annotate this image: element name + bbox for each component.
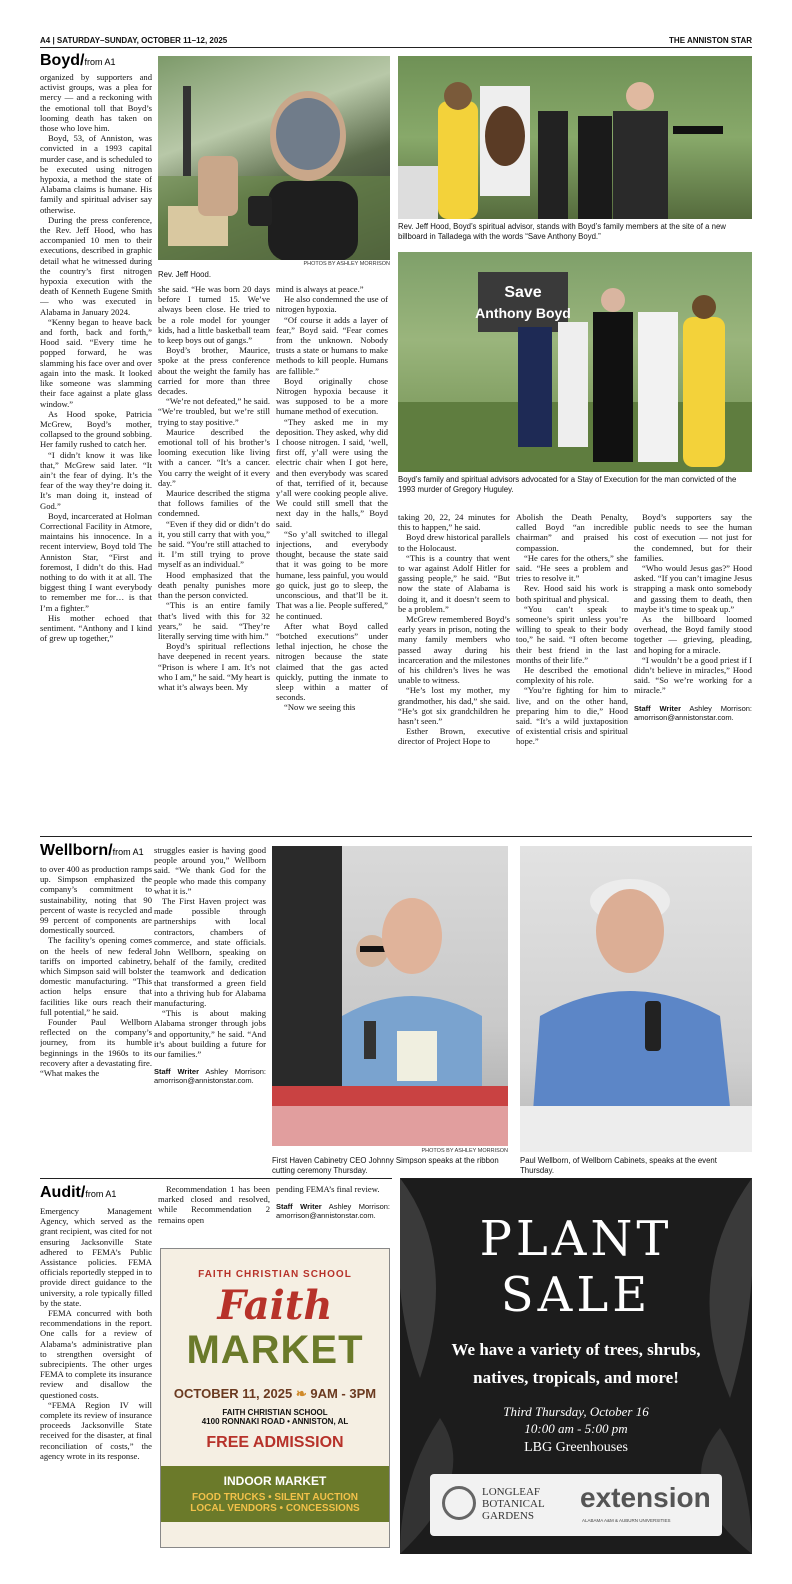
boyd-column-1 xyxy=(40,72,152,832)
ad-plant-date: Third Thursday, October 16 xyxy=(503,1404,649,1419)
paragraph: Esther Brown, executive director of Project Hope to xyxy=(398,726,510,747)
paragraph: He described the emotional complexity of his role. xyxy=(516,665,628,686)
issue-date: SATURDAY–SUNDAY, OCTOBER 11–12, 2025 xyxy=(56,36,228,45)
wellborn-photo-credit: PHOTOS BY ASHLEY MORRISON xyxy=(421,1148,508,1154)
paragraph: “You can’t speak to someone’s spirit unless you’re willing to speak to their body too,” he said. “I often become their best friend in the last months of their life.” xyxy=(516,603,628,665)
folio-left: A4 | SATURDAY–SUNDAY, OCTOBER 11–12, 2025 xyxy=(40,36,228,45)
paragraph: “FEMA Region IV will complete its review of insurance proceeds Jacksonville State received for the disaster, at final reconciliation of costs,” the agency wrote in its response. xyxy=(40,1399,152,1461)
audit-headline-text: Audit/ xyxy=(40,1184,86,1201)
caption-paul-wellborn: Paul Wellborn, of Wellborn Cabinets, speaks at the event Thursday. xyxy=(520,1156,717,1175)
paragraph: she said. “He was born 20 days before I turned 15. We’ve always been close. He tried to be a role model for younger kids, had a little basketball team to keep boys out of gangs.” xyxy=(158,284,270,346)
boyd-photo-credit: PHOTOS BY ASHLEY MORRISON xyxy=(303,261,390,267)
boyd-column-5 xyxy=(516,512,628,832)
ad-plant-sale[interactable] xyxy=(400,1178,752,1554)
ad-market-date: OCTOBER 11, 2025 xyxy=(173,1386,293,1401)
photo-family-billboard-site xyxy=(398,56,752,219)
boyd-column-2 xyxy=(158,284,270,834)
ad-plant-tagline-2: natives, tropicals, and more! xyxy=(473,1368,679,1387)
paragraph: “Kenny began to heave back and forth, back and forth,” Hood said. “Every time he popped forward, he was slamming his face over and over again into the mask. It looked like someone was slamming their face against a plate glass window.” xyxy=(40,316,152,409)
ad-plant-location: LBG Greenhouses xyxy=(524,1440,628,1455)
logo-botanical: BOTANICAL xyxy=(482,1498,545,1510)
paragraph: Maurice described the emotional toll of his brother’s looming execution like living with a cancer. “It’s a cancer. You carry the weight of it every day.” xyxy=(158,426,270,488)
paragraph: organized by supporters and activist groups, was a plea for mercy — and a reckoning with the emotional toll that Boyd’s looming death has taken on those who love him. xyxy=(40,72,152,134)
page-number: A4 xyxy=(40,36,51,45)
paragraph: struggles easier is having good people around you,” Wellborn said. “We thank God for the people who made this company what it is.” xyxy=(154,845,266,896)
ad-market-line2: LOCAL VENDORS • CONCESSIONS xyxy=(190,1503,360,1514)
ad-market-venue: FAITH CHRISTIAN SCHOOL xyxy=(222,1408,328,1417)
ad-market-line1: FOOD TRUCKS • SILENT AUCTION xyxy=(192,1492,358,1503)
paragraph: His mother echoed that sentiment. “Anthony and I kind of grew up together,” xyxy=(40,612,152,644)
paragraph: Emergency Management Agency, which served as the grant recipient, was cited for not ensuring Jacksonville State adhered to FEMA’s Public Assistance policies. FEMA officials reportedly stepped in to provide direct guidance to the university, a role typically filled by the state. xyxy=(40,1206,152,1308)
photo-wellborn-illustration xyxy=(520,846,752,1152)
ad-plant-title-1: PLANT xyxy=(479,1211,673,1267)
paragraph: “This is an entire family that’s lived with this for 32 years,” he said. “They’re literally serving time with him.” xyxy=(158,600,270,641)
boyd-column-3 xyxy=(276,284,388,834)
ad-plant-logo-bar xyxy=(430,1474,722,1536)
section-divider-2 xyxy=(40,1178,392,1179)
paragraph: FEMA concurred with both recommendations in the report. One calls for a review of Alabama’s administrative plan to strengthen oversight of subrecipients. The other urges FEMA to complete its insurance review and disallow the questioned costs. xyxy=(40,1308,152,1400)
paragraph: “So y’all switched to illegal injections, and everybody thought, because the state said that it was going to be more humane, less painful, you would go quick, just go to sleep, the unconscious, and that’ll be it. That was a lie. People suffered,” he continued. xyxy=(276,528,388,621)
boyd-staff-label: Staff Writer xyxy=(634,703,682,713)
caption-mid-right: Boyd’s family and spiritual advisors advocated for a Stay of Execution for the man convicted of the 1993 murder of Gregory Huguley. xyxy=(398,475,737,494)
audit-column-2 xyxy=(158,1184,270,1244)
caption-top-right: Rev. Jeff Hood, Boyd’s spiritual advisor, stands with Boyd’s family members at the site of a new billboard in Talladega with the words “Save Anthony Boyd.” xyxy=(398,222,726,241)
paragraph: “Of course it adds a layer of fear,” Boyd said. “Fear comes from the unknown. Nobody trusts a state or humans to make methods to kill people. Humans are fallible.” xyxy=(276,314,388,376)
photo-hood-illustration xyxy=(158,56,390,260)
billboard-text-1: Save xyxy=(504,284,542,301)
photo-group-illustration xyxy=(398,252,752,472)
paragraph: “He cares for the others,” she said. “He sees a problem and tries to resolve it.” xyxy=(516,552,628,584)
ad-market-indoor: INDOOR MARKET xyxy=(223,1474,327,1488)
paragraph: “You’re fighting for him to live, and on the other hand, preparing him to die,” Hood said. “It’s a wild juxtaposition of existential crisis and spiritual hope.” xyxy=(516,685,628,747)
paragraph: Boyd, 53, of Anniston, was convicted in a 1993 capital murder case, and is scheduled to be executed using nitrogen hypoxia, a method the state of Alabama claims is humane. His family and spiritual adviser say otherwise. xyxy=(40,133,152,215)
paragraph: “Who would Jesus gas?” Hood asked. “If you can’t imagine Jesus strapping a mask onto somebody and gassing them to death, then maybe it’s time to speak up.” xyxy=(634,563,752,614)
boyd-headline xyxy=(40,52,115,70)
wellborn-staff-writer xyxy=(154,1067,266,1085)
paragraph: Boyd originally chose Nitrogen hypoxia because it was supposed to be a more humane method of execution. xyxy=(276,375,388,417)
extension-logo-subtext: ALABAMA A&M & AUBURN UNIVERSITIES xyxy=(582,1518,671,1523)
ad-plant-title-2: SALE xyxy=(500,1267,652,1323)
photo-family-illustration xyxy=(398,56,752,219)
paragraph: “They asked me in my deposition. They asked, why did I choose nitrogen. I said, ‘well, first off, y’all were using the electric chair when I got here, and then everybody was scared of that, terrified of it, because y’all were cooking people alive. We could still smell that the next day in the halls,” Boyd said. xyxy=(276,416,388,529)
folio-bar xyxy=(40,36,752,48)
paragraph: Boyd’s brother, Maurice, spoke at the press conference about the weight the family has carried for more than three decades. xyxy=(158,345,270,397)
wellborn-headline-text: Wellborn/ xyxy=(40,842,113,859)
ad-market-address: 4100 RONNAKI ROAD • ANNISTON, AL xyxy=(201,1417,349,1426)
photo-jeff-hood xyxy=(158,56,390,260)
boyd-column-6 xyxy=(634,512,752,832)
paragraph: Founder Paul Wellborn reflected on the company’s journey, from its humble beginnings in the 1960s to its recovery after a devastating fire. “What makes the xyxy=(40,1017,152,1079)
paragraph: taking 20, 22, 24 minutes for this to happen,” he said. xyxy=(398,512,510,533)
paragraph: Boyd drew historical parallels to the Holocaust. xyxy=(398,532,510,553)
paragraph: The facility’s opening comes on the heels of new federal tariffs on imported cabinetry, which Simpson said will bolster domestic manufacturing. “This action helps ensure that facilities like ours reach their full potential,” he said. xyxy=(40,935,152,1017)
ad-market-time: 9AM - 3PM xyxy=(310,1386,377,1401)
newspaper-name: THE ANNISTON STAR xyxy=(669,36,752,45)
paragraph: During the press conference, the Rev. Jeff Hood, who has accompanied 10 men to their executions, described in graphic detail what he witnessed during the country’s first nitrogen hypoxia execution with the death of Kenneth Eugene Smith — who was executed in Alabama in January 2024. xyxy=(40,214,152,317)
ad-plant-tagline-1: We have a variety of trees, shrubs, xyxy=(451,1340,701,1359)
ad-market-datetime xyxy=(161,1386,389,1402)
audit-staff-label: Staff Writer xyxy=(276,1202,322,1212)
paragraph: “This is about making Alabama stronger through jobs and opportunity,” he said. “And it’s about building a future for our families.” xyxy=(154,1008,266,1060)
caption-hood: Rev. Jeff Hood. xyxy=(158,270,212,279)
paragraph: mind is always at peace.” xyxy=(276,284,364,294)
ad-market-title-faith: Faith xyxy=(217,1282,333,1329)
boyd-column-4 xyxy=(398,512,510,832)
paragraph: Boyd’s spiritual reflections have deepened in recent years. “Prison is where I am. It’s not who I am,” he said. “My heart is what it’s always been. My xyxy=(158,641,270,692)
paragraph: The First Haven project was made possible through partnerships with local contractors, chambers of commerce, and state officials. John Wellborn, speaking on behalf of the family, credited the teamwork and dedication that transformed a green field into a thriving hub for Alabama manufacturing. xyxy=(154,896,266,1009)
paragraph: Maurice described the stigma that follows families of the condemned. xyxy=(158,488,270,519)
paragraph: “This is a country that went to war against Adolf Hitler for gassing people,” he said. “But now the state of Alabama is doing it, and it doesn’t seem to be a problem.” xyxy=(398,552,510,614)
paragraph: As Hood spoke, Patricia McGrew, Boyd’s mother, collapsed to the ground sobbing. Her family rushed to catch her. xyxy=(40,408,152,450)
wellborn-column-2 xyxy=(154,845,266,1170)
paragraph: Recommendation 1 has been marked closed and resolved, while Recommendation 2 remains open xyxy=(158,1184,270,1225)
paragraph: “I wouldn’t be a good priest if I didn’t believe in miracles,” Hood said. “So we’re working for a miracle.” xyxy=(634,654,752,696)
audit-jump-label: from A1 xyxy=(85,1189,117,1199)
paragraph: McGrew remembered Boyd’s early years in prison, noting the many family members who passed away during his incarceration and the milestones of his children’s lives he was unable to witness. xyxy=(398,614,510,686)
paragraph: “We’re not defeated,” he said. “We’re troubled, but we’re still trying to stay positive.” xyxy=(158,396,270,427)
paragraph: As the billboard loomed overhead, the Boyd family stood together — grieving, pleading, and hoping for a miracle. xyxy=(634,614,752,655)
audit-column-3-text xyxy=(276,1184,390,1194)
photo-paul-wellborn xyxy=(520,846,752,1152)
ad-plant-hours: 10:00 am - 5:00 pm xyxy=(524,1421,628,1436)
leaf-icon: ❧ xyxy=(295,1386,307,1401)
boyd-headline-text: Boyd/ xyxy=(40,52,85,69)
longleaf-logo-text xyxy=(482,1486,545,1522)
billboard-text-2: Anthony Boyd xyxy=(475,305,571,321)
section-divider-1 xyxy=(40,836,752,837)
audit-staff-name: Ashley Morrison: amorrison@annistonstar.com. xyxy=(276,1202,390,1221)
wellborn-column-2-text xyxy=(154,845,266,1059)
wellborn-staff-name: Ashley Morrison: amorrison@annistonstar.com. xyxy=(154,1067,266,1086)
boyd-staff-name: Ashley Morrison: amorrison@annistonstar.com. xyxy=(634,703,752,722)
boyd-jump-label: from A1 xyxy=(84,57,116,67)
paragraph: After what Boyd called “botched executions” under lethal injection, he chose the nitrogen because the state claimed that the gas acted quickly, putting the inmate to sleep within a matter of seconds. xyxy=(276,620,388,703)
ad-market-title-market: MARKET xyxy=(186,1328,364,1372)
caption-simpson: First Haven Cabinetry CEO Johnny Simpson speaks at the ribbon cutting ceremony Thursday. xyxy=(272,1156,499,1175)
paragraph: “I didn’t know it was like that,” McGrew said later. “It ain’t the fear of dying. It’s the fear of the way they’re doing it. It’s man doing it, instead of God.” xyxy=(40,449,152,511)
paragraph: “Now we seeing this xyxy=(284,702,356,713)
logo-gardens: GARDENS xyxy=(482,1510,534,1522)
ad-market-school: FAITH CHRISTIAN SCHOOL xyxy=(198,1269,352,1280)
boyd-staff-writer xyxy=(634,704,752,722)
paragraph: He also condemned the use of nitrogen hypoxia. xyxy=(276,294,388,315)
paragraph: “Even if they did or didn’t do it, you still carry that with you,” he said. “You’re still attached to it. I’m still trying to prove myself as an individual.” xyxy=(158,518,270,570)
wellborn-headline xyxy=(40,842,144,860)
audit-column-3 xyxy=(276,1184,390,1244)
paragraph: Abolish the Death Penalty, called Boyd “an incredible chairman” and praised his compassion. xyxy=(516,512,628,553)
wellborn-staff-label: Staff Writer xyxy=(154,1067,200,1077)
paragraph: Boyd, incarcerated at Holman Correctional Facility in Atmore, maintains his innocence. In a recent interview, Boyd told The Anniston Star, “First and foremost, I didn’t do this. Had nothing to do with it at all. The biggest thing I want everybody to remember me for… is that I’m a fighter.” xyxy=(40,510,152,613)
paragraph: to over 400 as production ramps up. Simpson emphasized the company’s commitment to sustainability, noting that 90 percent of waste is recycled and 99 percent of components are domestically sourced. xyxy=(40,864,152,936)
photo-simpson-illustration xyxy=(272,846,508,1146)
wellborn-column-1 xyxy=(40,864,152,1170)
ad-faith-market[interactable] xyxy=(160,1248,390,1548)
ad-market-footer xyxy=(161,1466,389,1522)
ad-market-admission: FREE ADMISSION xyxy=(206,1434,344,1451)
paragraph: Rev. Hood said his work is both spiritual and physical. xyxy=(516,583,628,604)
paragraph: Boyd’s supporters say the public needs to see the human cost of execution — not just for the condemned, but for their families. xyxy=(634,512,752,563)
photo-family-group xyxy=(398,252,752,472)
audit-column-1 xyxy=(40,1206,152,1556)
longleaf-logo-icon xyxy=(442,1486,476,1520)
paragraph: “He’s lost my mother, my grandmother, his dad,” she said. “He’s got six grandchildren he hasn’t seen.” xyxy=(398,685,510,727)
logo-longleaf: LONGLEAF xyxy=(482,1486,541,1498)
paragraph: Hood emphasized that the death penalty punishes more than the person convicted. xyxy=(158,569,270,601)
boyd-column-6-text xyxy=(634,512,752,696)
paragraph: pending FEMA’s final review. xyxy=(276,1184,380,1194)
extension-logo-text: extension xyxy=(580,1482,711,1513)
audit-headline xyxy=(40,1184,116,1202)
photo-johnny-simpson xyxy=(272,846,508,1146)
audit-staff-writer xyxy=(276,1202,390,1220)
wellborn-jump-label: from A1 xyxy=(112,847,144,857)
